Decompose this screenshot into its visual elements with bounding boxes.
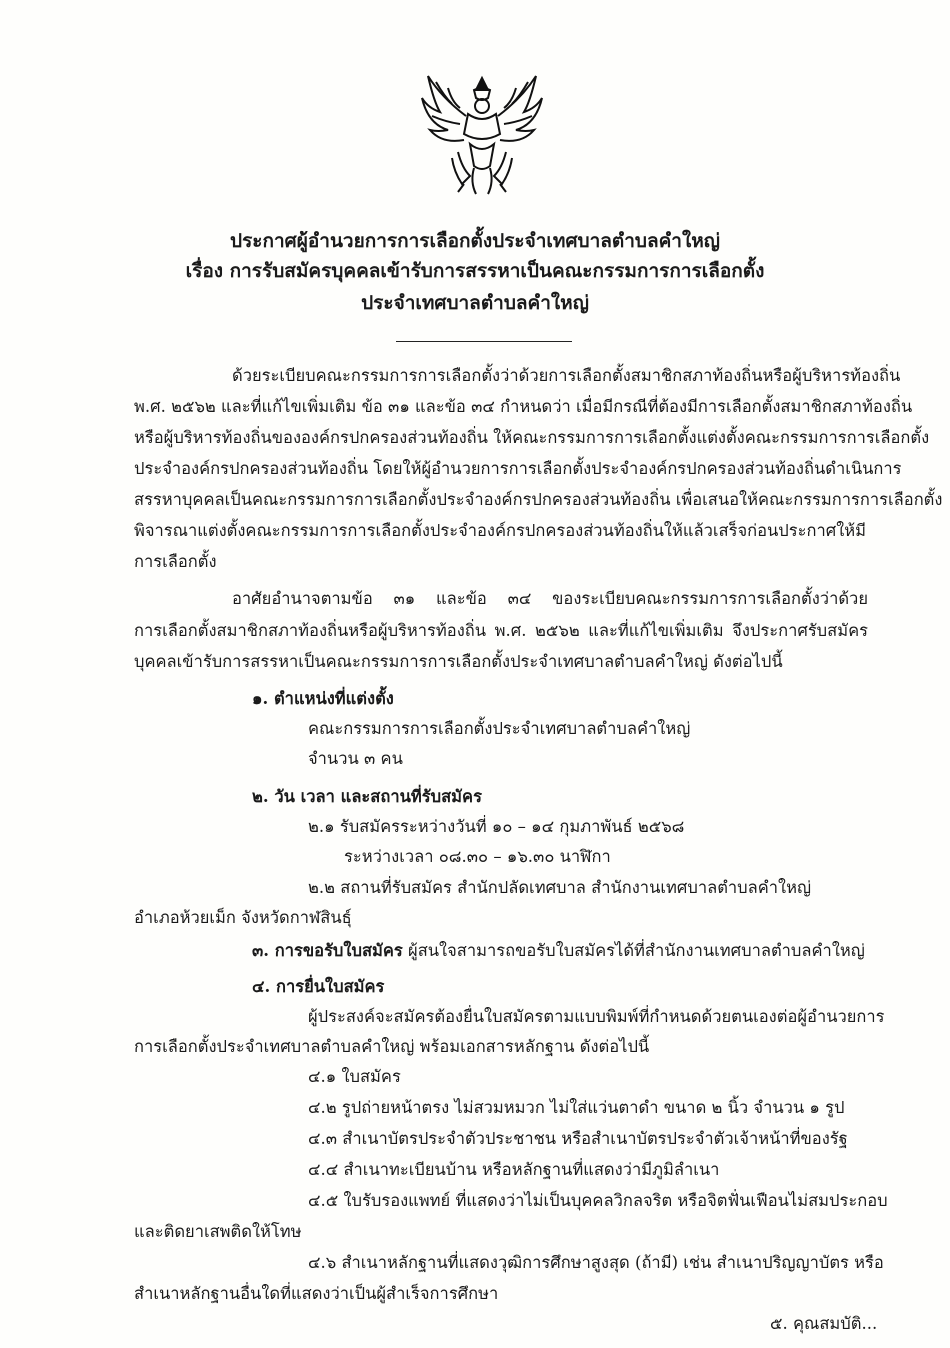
continuation-note: ๕. คุณสมบัติ...	[770, 1314, 878, 1333]
list-item: ๔.๖ สำเนาหลักฐานที่แสดงวุฒิการศึกษาสูงสุด (ถ้ามี) เช่น สำเนาปริญญาบัตร หรือ	[308, 1253, 884, 1272]
subject-line: เรื่อง การรับสมัครบุคคลเข้ารับการสรรหาเป็นคณะกรรมการการเลือกตั้ง	[185, 260, 765, 282]
list-item: ๔.๔ สำเนาทะเบียนบ้าน หรือหลักฐานที่แสดงว่ามีภูมิลำเนา	[308, 1160, 720, 1179]
section-text: คณะกรรมการการเลือกตั้งประจำเทศบาลตำบลคำใหญ่	[308, 719, 691, 738]
paragraph-line: พ.ศ. ๒๕๖๒ และที่แก้ไขเพิ่มเติม ข้อ ๓๑ และข้อ ๓๔ กำหนดว่า เมื่อมีกรณีที่ต้องมีการเลือกตั้งสมาชิกสภาท้องถิ่น	[134, 397, 913, 416]
paragraph-line: อาศัยอำนาจตามข้อ ๓๑ และข้อ ๓๔ ของระเบียบคณะกรรมการการเลือกตั้งว่าด้วย	[232, 589, 868, 608]
section-heading: ๔. การยื่นใบสมัคร	[252, 977, 385, 996]
paragraph-line: พิจารณาแต่งตั้งคณะกรรมการการเลือกตั้งประจำองค์กรปกครองส่วนท้องถิ่นให้แล้วเสร็จก่อนประกาศให้มี	[134, 521, 867, 540]
garuda-emblem-icon	[418, 68, 546, 198]
section-heading: ๓. การขอรับใบสมัคร	[252, 941, 403, 960]
section-text: อำเภอห้วยเม็ก จังหวัดกาฬสินธุ์	[134, 908, 352, 927]
list-item: ๔.๕ ใบรับรองแพทย์ ที่แสดงว่าไม่เป็นบุคคลวิกลจริต หรือจิตฟั่นเฟือนไม่สมประกอบ	[308, 1191, 888, 1210]
subject-line-continued: ประจำเทศบาลตำบลคำใหญ่	[361, 292, 589, 314]
announcement-title: ประกาศผู้อำนวยการการเลือกตั้งประจำเทศบาลตำบลคำใหญ่	[230, 230, 720, 252]
section-3	[252, 940, 865, 962]
title-divider	[396, 341, 572, 342]
section-heading: ๒. วัน เวลา และสถานที่รับสมัคร	[252, 787, 482, 806]
paragraph-line: การเลือกตั้ง	[134, 552, 217, 571]
section-text: ๒.๑ รับสมัครระหว่างวันที่ ๑๐ – ๑๔ กุมภาพันธ์ ๒๕๖๘	[308, 817, 685, 836]
list-item: ๔.๑ ใบสมัคร	[308, 1067, 401, 1086]
list-item: ๔.๓ สำเนาบัตรประจำตัวประชาชน หรือสำเนาบัตรประจำตัวเจ้าหน้าที่ของรัฐ	[308, 1129, 848, 1148]
paragraph-line: สรรหาบุคคลเป็นคณะกรรมการการเลือกตั้งประจำองค์กรปกครองส่วนท้องถิ่น เพื่อเสนอให้คณะกรรมการการเลือกตั้ง	[134, 490, 943, 509]
paragraph-line: ด้วยระเบียบคณะกรรมการการเลือกตั้งว่าด้วยการเลือกตั้งสมาชิกสภาท้องถิ่นหรือผู้บริหารท้องถิ่น	[232, 366, 901, 385]
section-text: ๒.๒ สถานที่รับสมัคร สำนักปลัดเทศบาล สำนักงานเทศบาลตำบลคำใหญ่	[308, 878, 812, 897]
section-text: การเลือกตั้งประจำเทศบาลตำบลคำใหญ่ พร้อมเอกสารหลักฐาน ดังต่อไปนี้	[134, 1037, 650, 1056]
paragraph-line: บุคคลเข้ารับการสรรหาเป็นคณะกรรมการการเลือกตั้งประจำเทศบาลตำบลคำใหญ่ ดังต่อไปนี้	[134, 652, 783, 671]
paragraph-line: การเลือกตั้งสมาชิกสภาท้องถิ่นหรือผู้บริหารท้องถิ่น พ.ศ. ๒๕๖๒ และที่แก้ไขเพิ่มเติม จึงประกาศรับสมัคร	[134, 621, 868, 640]
list-item-continued: และติดยาเสพติดให้โทษ	[134, 1222, 302, 1241]
section-text: จำนวน ๓ คน	[308, 749, 403, 768]
section-heading: ๑. ตำแหน่งที่แต่งตั้ง	[252, 689, 394, 708]
paragraph-line: ประจำองค์กรปกครองส่วนท้องถิ่น โดยให้ผู้อำนวยการการเลือกตั้งประจำองค์กรปกครองส่วนท้องถิ่นดำเนินการ	[134, 459, 902, 478]
list-item-continued: สำเนาหลักฐานอื่นใดที่แสดงว่าเป็นผู้สำเร็จการศึกษา	[134, 1284, 499, 1303]
section-text: ผู้ประสงค์จะสมัครต้องยื่นใบสมัครตามแบบพิมพ์ที่กำหนดด้วยตนเองต่อผู้อำนวยการ	[308, 1007, 885, 1026]
section-text: ระหว่างเวลา ๐๘.๓๐ – ๑๖.๓๐ นาฬิกา	[344, 847, 611, 866]
section-text: ผู้สนใจสามารถขอรับใบสมัครได้ที่สำนักงานเทศบาลตำบลคำใหญ่	[402, 941, 865, 960]
list-item: ๔.๒ รูปถ่ายหน้าตรง ไม่สวมหมวก ไม่ใส่แว่นตาดำ ขนาด ๒ นิ้ว จำนวน ๑ รูป	[308, 1098, 845, 1117]
paragraph-line: หรือผู้บริหารท้องถิ่นขององค์กรปกครองส่วนท้องถิ่น ให้คณะกรรมการการเลือกตั้งแต่งตั้งคณะกรรมการการเลือกตั้ง	[134, 428, 930, 447]
